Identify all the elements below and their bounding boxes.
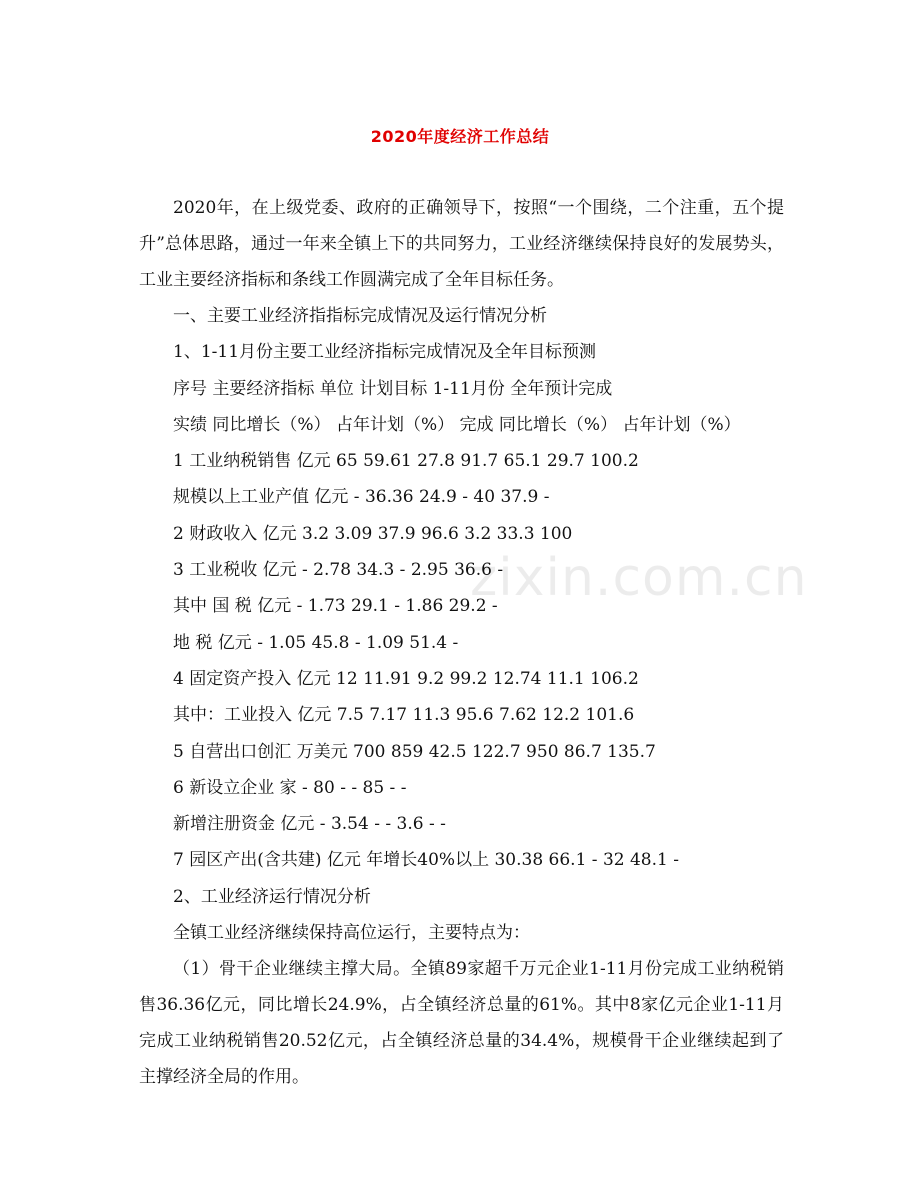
table-row-line: 7 园区产出(含共建) 亿元 年增长40%以上 30.38 66.1 - 32 48.1 - (173, 850, 679, 871)
table-row-line: 1 工业纳税销售 亿元 65 59.61 27.8 91.7 65.1 29.7 100.2 (173, 451, 639, 472)
table-row-line: 2 财政收入 亿元 3.2 3.09 37.9 96.6 3.2 33.3 100 (173, 523, 573, 544)
table-row-line: 4 固定资产投入 亿元 12 11.91 9.2 99.2 12.74 11.1 106.2 (173, 668, 639, 689)
table-row-line: 5 自营出口创汇 万美元 700 859 42.5 122.7 950 86.7 135.7 (173, 741, 656, 762)
subsection-heading: 1、1-11月份主要工业经济指标完成情况及全年目标预测 (173, 342, 597, 363)
table-header-line: 实绩 同比增长（%） 占年计划（%） 完成 同比增长（%） 占年计划（%） (173, 414, 741, 435)
subsection-heading: 2、工业经济运行情况分析 (173, 886, 371, 907)
analysis-intro: 全镇工业经济继续保持高位运行，主要特点为： (173, 923, 530, 944)
table-row-line: 地 税 亿元 - 1.05 45.8 - 1.09 51.4 - (173, 632, 459, 653)
document-body (139, 190, 784, 1095)
table-row-line: 3 工业税收 亿元 - 2.78 34.3 - 2.95 36.6 - (173, 560, 504, 581)
table-header-line: 序号 主要经济指标 单位 计划目标 1-11月份 全年预计完成 (173, 378, 613, 399)
table-row-line: 其中 国 税 亿元 - 1.73 29.1 - 1.86 29.2 - (173, 596, 498, 617)
table-row-line: 6 新设立企业 家 - 80 - - 85 - - (173, 777, 407, 798)
section-heading: 一、主要工业经济指指标完成情况及运行情况分析 (173, 306, 547, 326)
analysis-point-paragraph: （1）骨干企业继续主撑大局。全镇89家超千万元企业1-11月份完成工业纳税销售36.36亿元，同比增长24.9%，占全镇经济总量的61%。其中8家亿元企业1-11月完成工业纳税销售20.52亿元，占全镇经济总量的34.4%，规模骨干企业继续起到了主撑经济全局的作用。 (139, 959, 784, 1088)
table-row-line: 其中：工业投入 亿元 7.5 7.17 11.3 95.6 7.62 12.2 101.6 (173, 705, 635, 726)
table-row-line: 新增注册资金 亿元 - 3.54 - - 3.6 - - (173, 814, 446, 835)
table-row-line: 规模以上工业产值 亿元 - 36.36 24.9 - 40 37.9 - (173, 487, 550, 508)
document-title: 2020年度经济工作总结 (370, 127, 550, 146)
watermark: zixin.com.cn (470, 548, 808, 608)
intro-paragraph: 2020年，在上级党委、政府的正确领导下，按照“一个围绕，二个注重，五个提升”总体思路，通过一年来全镇上下的共同努力，工业经济继续保持良好的发展势头，工业主要经济指标和条线工作圆满完成了全年目标任务。 (139, 198, 784, 290)
